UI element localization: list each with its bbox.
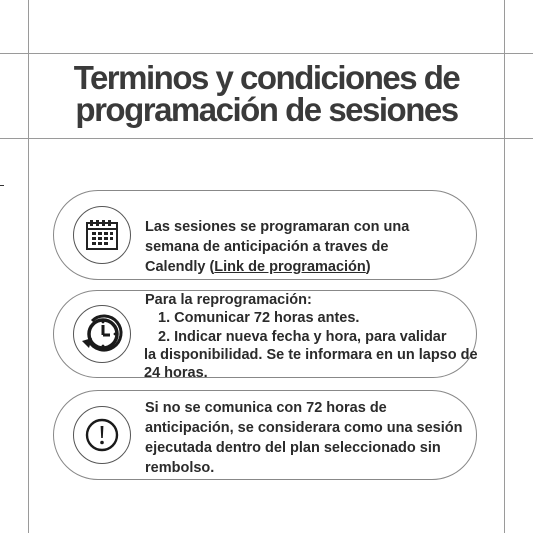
card-no-show-text <box>145 398 463 478</box>
card-2-heading: Para la reprogramación: <box>145 292 312 308</box>
card-2-item-2: 2. Indicar nueva fecha y hora, para validar <box>158 329 447 345</box>
card-scheduling <box>53 190 477 280</box>
card-1-line-1: Las sesiones se programaran con una <box>145 219 410 235</box>
title-line-1: Terminos y condiciones de <box>73 59 460 96</box>
guide-line-bottom <box>0 138 533 139</box>
card-1-line-3-prefix: Calendly ( <box>145 259 215 275</box>
card-3-line-1: Si no se comunica con 72 horas de <box>145 400 387 416</box>
margin-tick <box>0 185 4 186</box>
card-2-item-1: 1. Comunicar 72 horas antes. <box>158 310 360 326</box>
card-1-line-3-suffix: ) <box>365 259 371 275</box>
card-3-line-3: ejecutada dentro del plan seleccionado sin <box>145 440 441 456</box>
card-3-line-2: anticipación, se considerara como una sesión <box>145 420 463 436</box>
title-line-2: programación de sesiones <box>75 91 458 128</box>
exclamation-icon-circle <box>73 406 131 464</box>
scheduling-link[interactable]: Link de programación <box>214 259 366 275</box>
card-2-continuation-1: la disponibilidad. Se te informara en un lapso de <box>144 347 478 363</box>
clock-reschedule-icon <box>79 311 125 357</box>
calendar-icon-circle <box>73 206 131 264</box>
calendar-icon <box>84 217 120 253</box>
clock-icon-circle <box>73 305 131 363</box>
card-1-line-3 <box>145 257 409 277</box>
exclamation-icon <box>84 417 120 453</box>
card-3-line-4: rembolso. <box>145 460 215 476</box>
card-no-show <box>53 390 477 480</box>
card-1-line-2: semana de anticipación a traves de <box>145 239 389 255</box>
card-rescheduling <box>53 290 478 381</box>
card-scheduling-text <box>145 217 409 277</box>
card-2-continuation-2: 24 horas. <box>144 365 208 381</box>
guide-line-top <box>0 53 533 54</box>
page-title <box>28 59 505 128</box>
